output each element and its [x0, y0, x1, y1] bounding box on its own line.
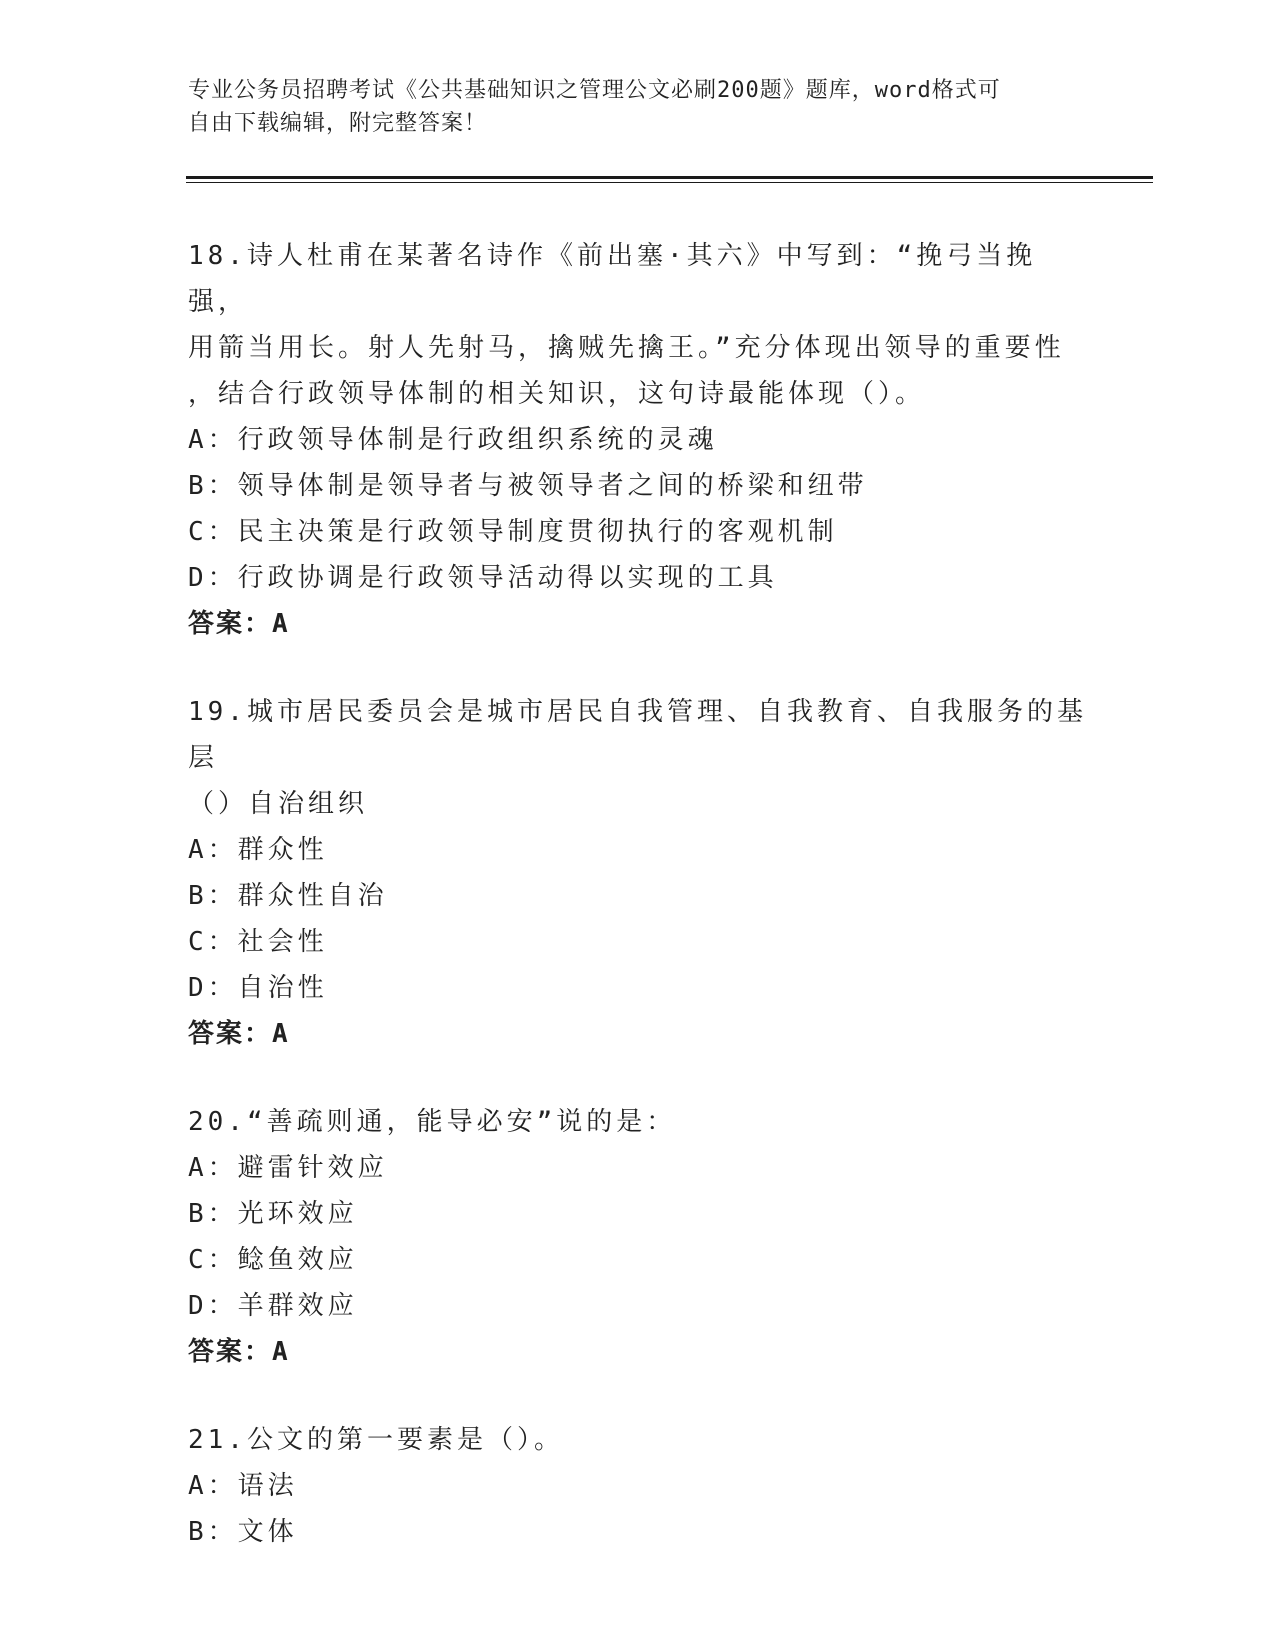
option-d: D：行政协调是行政领导活动得以实现的工具: [188, 563, 778, 593]
question-20: [188, 1099, 1088, 1375]
answer: 答案：A: [188, 1019, 290, 1049]
option-b: B：群众性自治: [188, 881, 388, 911]
question-text-line: 用箭当用长。射人先射马，擒贼先擒王。”充分体现出领导的重要性: [188, 333, 1065, 363]
option-b: B：光环效应: [188, 1199, 358, 1229]
option-a: A：行政领导体制是行政组织系统的灵魂: [188, 425, 718, 455]
header-divider-thick: [186, 176, 1153, 179]
question-text-line: 21.公文的第一要素是（）。: [188, 1425, 564, 1455]
question-21: [188, 1417, 1088, 1555]
header-divider-thin: [186, 182, 1153, 183]
header-line-1: 专业公务员招聘考试《公共基础知识之管理公文必刷200题》题库，word格式可: [188, 78, 1001, 103]
option-d: D：自治性: [188, 973, 328, 1003]
question-text-line: （）自治组织: [188, 789, 369, 819]
question-19: [188, 689, 1088, 1057]
option-a: A：语法: [188, 1471, 298, 1501]
option-c: C：鲶鱼效应: [188, 1245, 358, 1275]
option-b: B：领导体制是领导者与被领导者之间的桥梁和纽带: [188, 471, 868, 501]
option-a: A：避雷针效应: [188, 1153, 388, 1183]
option-b: B：文体: [188, 1517, 298, 1547]
header-line-2: 自由下载编辑，附完整答案！: [188, 111, 488, 136]
question-text-line: ，结合行政领导体制的相关知识，这句诗最能体现（）。: [188, 379, 926, 409]
option-c: C：社会性: [188, 927, 328, 957]
question-text-line: 18.诗人杜甫在某著名诗作《前出塞·其六》中写到：“挽弓当挽强，: [188, 241, 1037, 317]
answer: 答案：A: [188, 1337, 290, 1367]
question-text-line: 20.“善疏则通，能导必安”说的是：: [188, 1107, 677, 1137]
question-text-line: 19.城市居民委员会是城市居民自我管理、自我教育、自我服务的基层: [188, 697, 1087, 773]
option-c: C：民主决策是行政领导制度贯彻执行的客观机制: [188, 517, 838, 547]
question-list: [188, 233, 1088, 1597]
answer: 答案：A: [188, 609, 290, 639]
document-header: [188, 74, 1088, 140]
option-a: A：群众性: [188, 835, 328, 865]
option-d: D：羊群效应: [188, 1291, 358, 1321]
question-18: [188, 233, 1088, 647]
